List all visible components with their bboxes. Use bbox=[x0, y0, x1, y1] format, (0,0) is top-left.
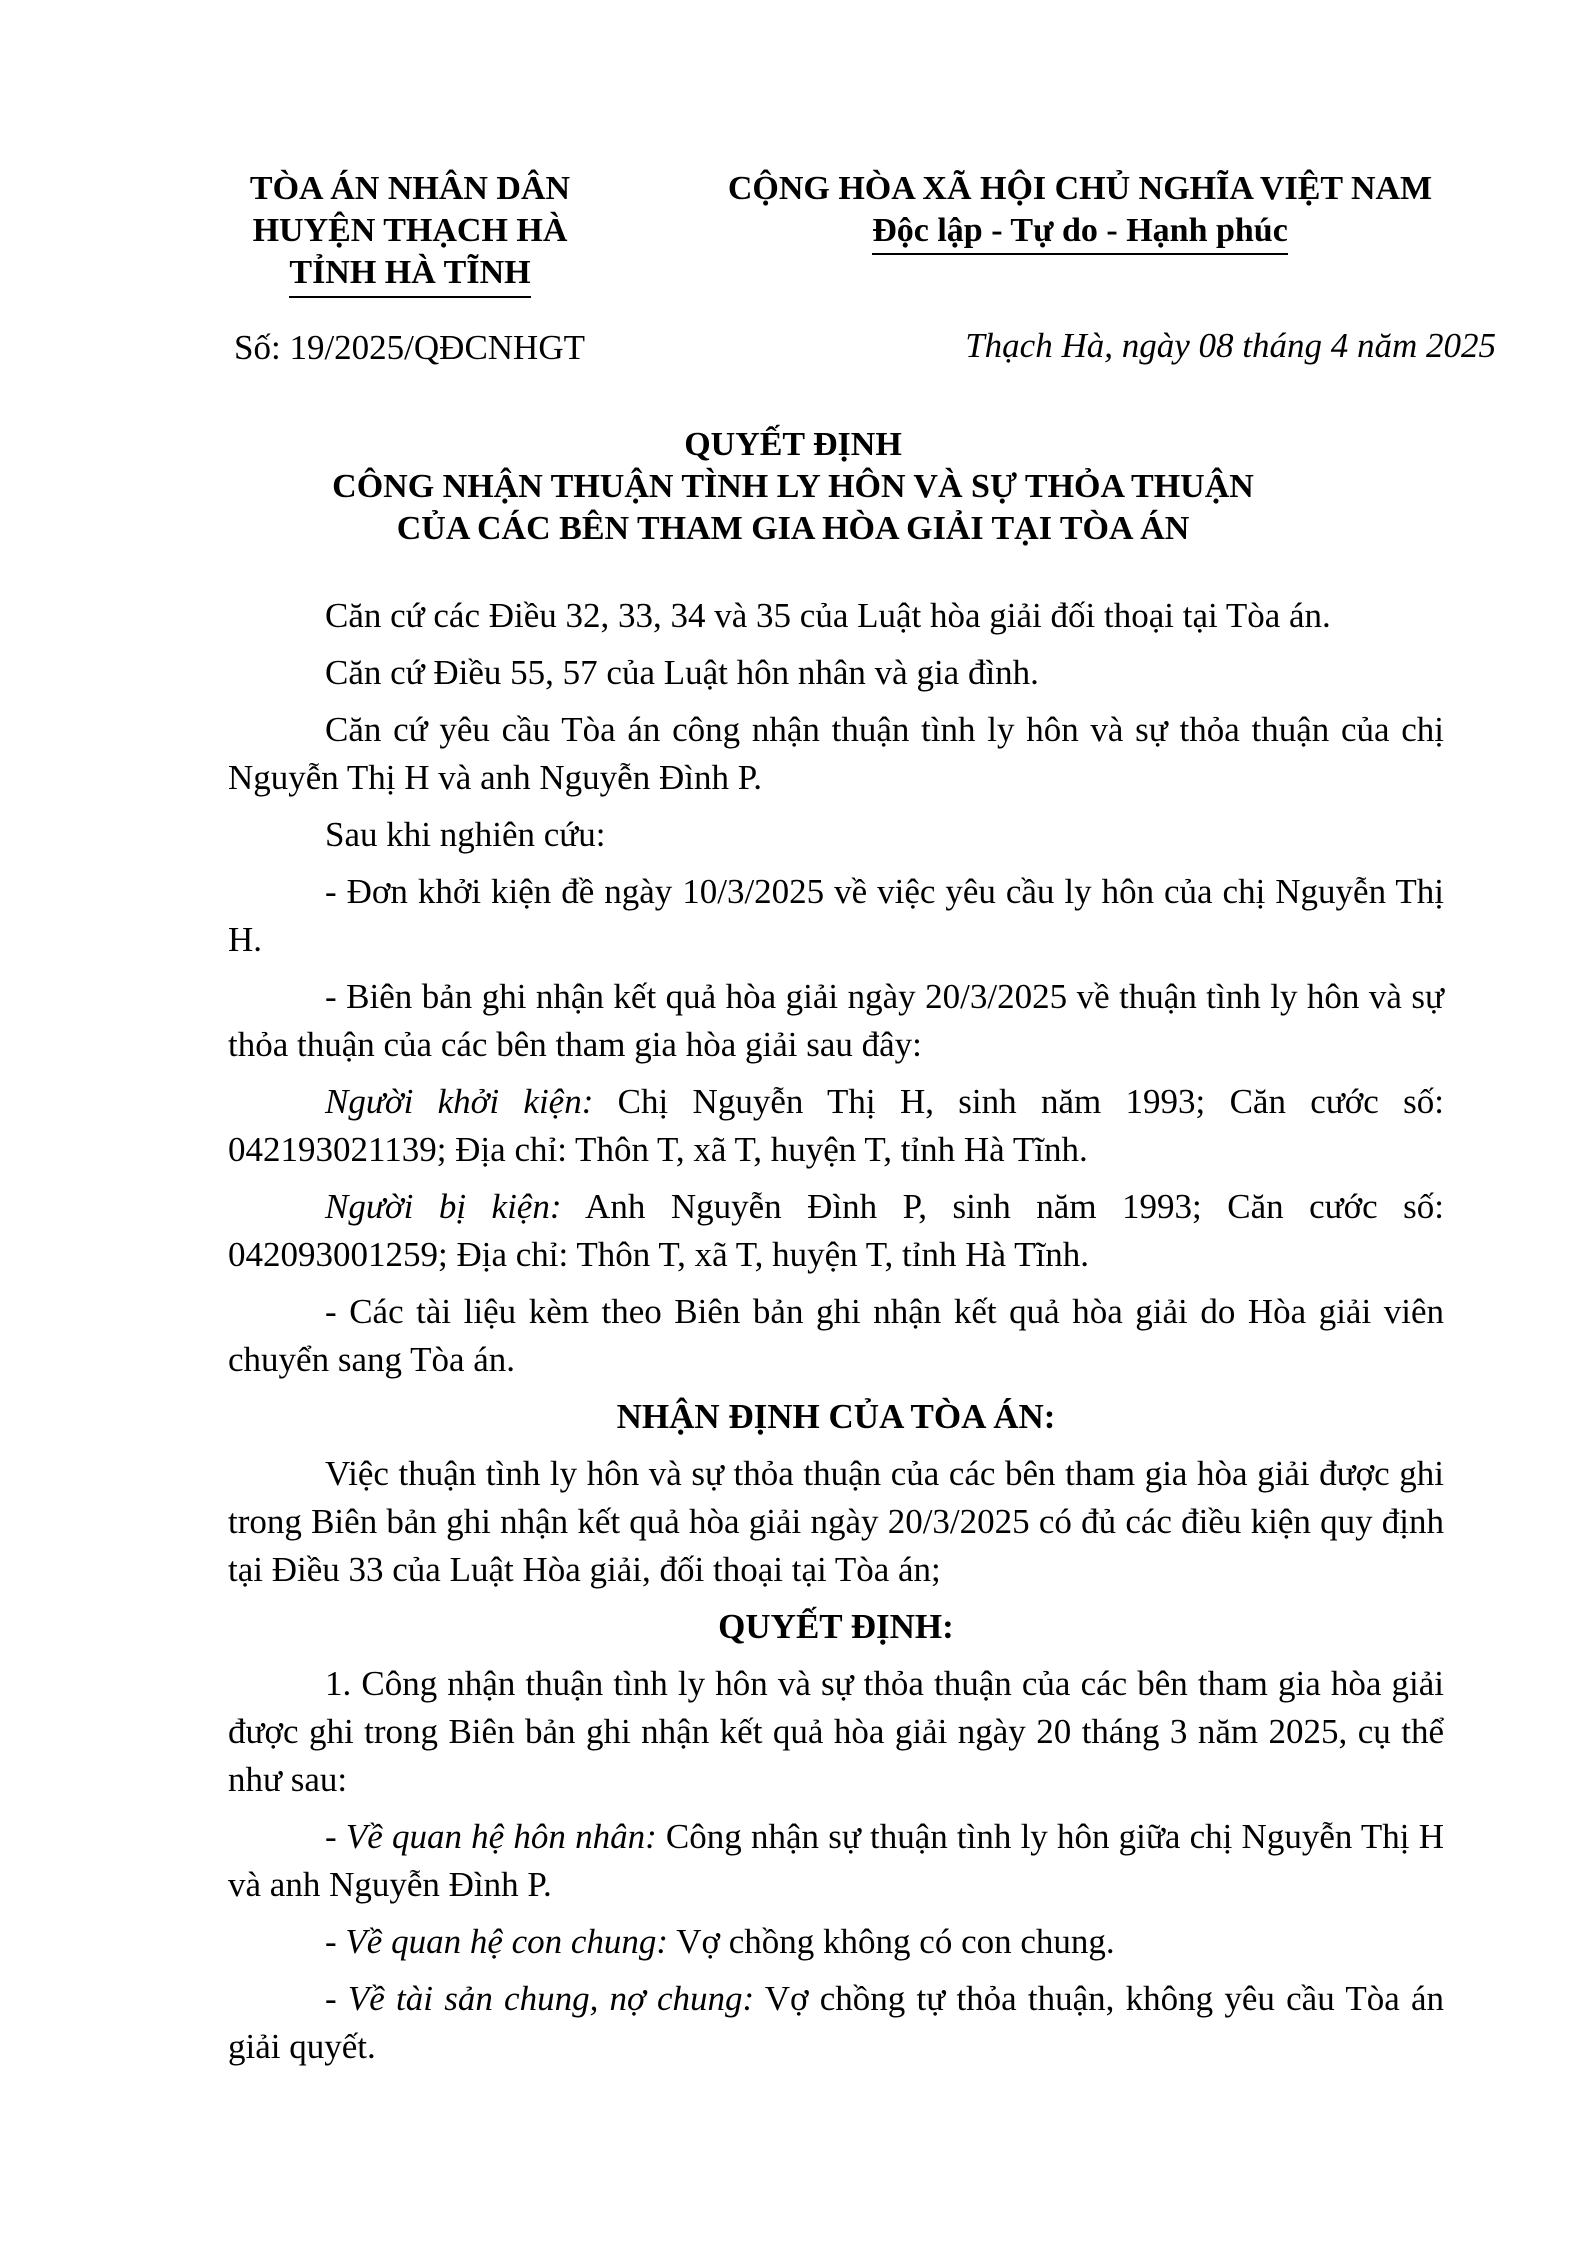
children-details: Vợ chồng không có con chung. bbox=[668, 1922, 1115, 1961]
court-name-line2: HUYỆN THẠCH HÀ bbox=[252, 212, 568, 249]
defendant-paragraph bbox=[228, 1183, 1444, 1279]
marriage-label: - Về quan hệ hôn nhân: bbox=[325, 1817, 657, 1856]
national-motto: Độc lập - Tự do - Hạnh phúc bbox=[872, 210, 1288, 255]
marriage-paragraph bbox=[228, 1813, 1444, 1909]
legal-basis-paragraph: Căn cứ yêu cầu Tòa án công nhận thuận tình ly hôn và sự thỏa thuận của chị Nguyễn Thị H và anh Nguyễn Đình P. bbox=[228, 710, 1444, 797]
legal-basis-paragraph: Căn cứ các Điều 32, 33, 34 và 35 của Luật hòa giải đối thoại tại Tòa án. bbox=[325, 596, 1331, 635]
assessment-paragraph: Việc thuận tình ly hôn và sự thỏa thuận của các bên tham gia hòa giải được ghi trong Biên bản ghi nhận kết quả hòa giải ngày 20/3/2025 có đủ các điều kiện quy định tại Điều 33 của Luật Hòa giải, đối thoại tại Tòa án; bbox=[228, 1454, 1444, 1589]
plaintiff-paragraph bbox=[228, 1078, 1444, 1174]
title-line2: CÔNG NHẬN THUẬN TÌNH LY HÔN VÀ SỰ THỎA THUẬN bbox=[332, 468, 1254, 505]
marriage-details: Công nhận sự thuận tình ly hôn giữa chị Nguyễn Thị H và anh Nguyễn Đình P. bbox=[228, 1817, 1444, 1904]
place-date: Thạch Hà, ngày 08 tháng 4 năm 2025 bbox=[965, 326, 1496, 365]
legal-basis-paragraph: Căn cứ Điều 55, 57 của Luật hôn nhân và gia đình. bbox=[325, 653, 1039, 692]
property-label: - Về tài sản chung, nợ chung: bbox=[325, 1979, 755, 2018]
document-title bbox=[130, 424, 1456, 550]
children-paragraph bbox=[228, 1918, 1444, 1966]
review-intro: Sau khi nghiên cứu: bbox=[325, 815, 606, 854]
property-paragraph bbox=[228, 1975, 1444, 2071]
plaintiff-label: Người khởi kiện: bbox=[325, 1082, 594, 1121]
national-title: CỘNG HÒA XÃ HỘI CHỦ NGHĨA VIỆT NAM bbox=[727, 170, 1433, 207]
defendant-label: Người bị kiện: bbox=[325, 1187, 562, 1226]
decision-heading: QUYẾT ĐỊNH: bbox=[718, 1607, 954, 1646]
reviewed-item: - Biên bản ghi nhận kết quả hòa giải ngày 20/3/2025 về thuận tình ly hôn và sự thỏa thuận của các bên tham gia hòa giải sau đây: bbox=[228, 977, 1444, 1064]
defendant-details: Anh Nguyễn Đình P, sinh năm 1993; Căn cước số: 042093001259; Địa chỉ: Thôn T, xã T, huyện T, tỉnh Hà Tĩnh. bbox=[228, 1187, 1444, 1274]
assessment-heading: NHẬN ĐỊNH CỦA TÒA ÁN: bbox=[616, 1397, 1056, 1436]
court-name-line3: TỈNH HÀ TĨNH bbox=[289, 252, 530, 298]
plaintiff-details: Chị Nguyễn Thị H, sinh năm 1993; Căn cước số: 042193021139; Địa chỉ: Thôn T, xã T, huyện T, tỉnh Hà Tĩnh. bbox=[228, 1082, 1444, 1169]
court-header bbox=[200, 168, 620, 298]
court-name-line1: TÒA ÁN NHÂN DÂN bbox=[249, 170, 571, 207]
children-label: - Về quan hệ con chung: bbox=[325, 1922, 669, 1961]
reviewed-item: - Đơn khởi kiện đề ngày 10/3/2025 về việc yêu cầu ly hôn của chị Nguyễn Thị H. bbox=[228, 872, 1444, 959]
document-number: Số: 19/2025/QĐCNHGT bbox=[234, 328, 585, 367]
property-details: Vợ chồng tự thỏa thuận, không yêu cầu Tòa án giải quyết. bbox=[228, 1979, 1444, 2066]
document-body bbox=[228, 592, 1444, 2080]
title-line1: QUYẾT ĐỊNH bbox=[684, 426, 902, 463]
reviewed-item: - Các tài liệu kèm theo Biên bản ghi nhận kết quả hòa giải do Hòa giải viên chuyển sang Tòa án. bbox=[228, 1292, 1444, 1379]
national-header bbox=[700, 168, 1460, 255]
decision-item: 1. Công nhận thuận tình ly hôn và sự thỏa thuận của các bên tham gia hòa giải được ghi trong Biên bản ghi nhận kết quả hòa giải ngày 20 tháng 3 năm 2025, cụ thể như sau: bbox=[228, 1664, 1444, 1799]
title-line3: CỦA CÁC BÊN THAM GIA HÒA GIẢI TẠI TÒA ÁN bbox=[396, 510, 1190, 547]
